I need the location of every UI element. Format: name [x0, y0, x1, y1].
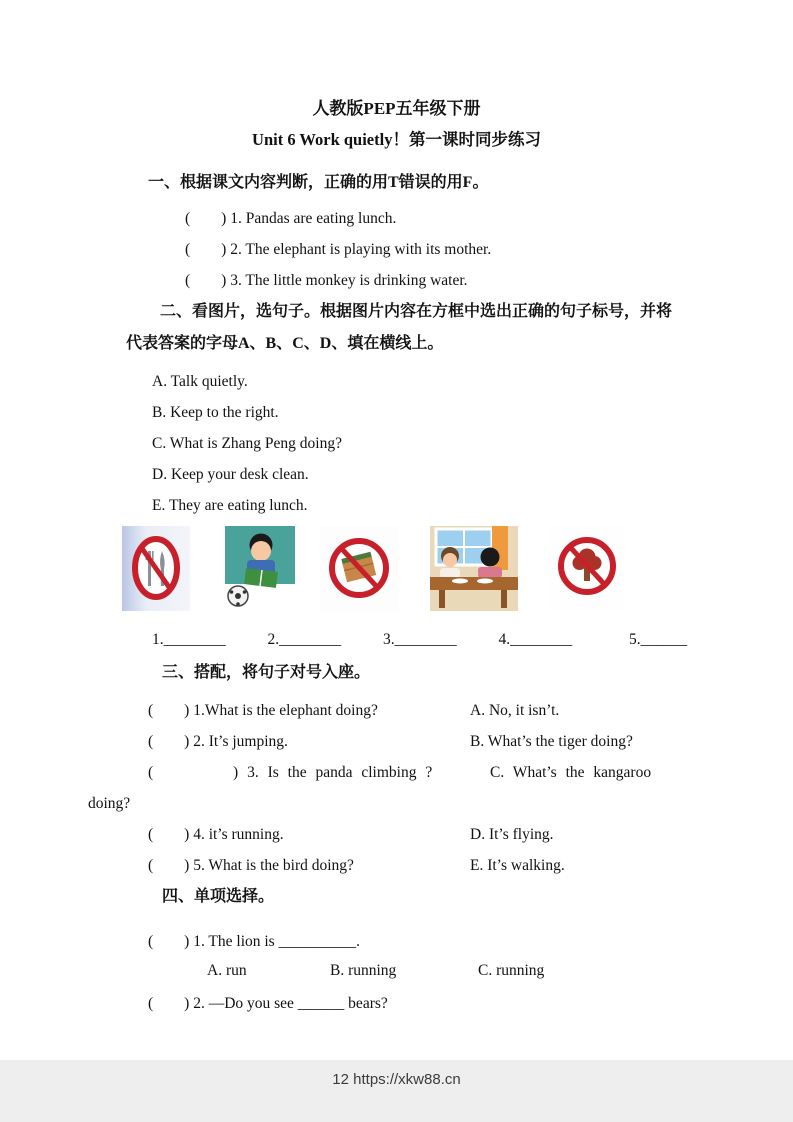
section2-option-e: E. They are eating lunch.	[152, 497, 308, 514]
blank-3: 3.________	[383, 631, 457, 648]
section1-heading: 一、根据课文内容判断，正确的用T错误的用F。	[148, 174, 489, 191]
pictures-row	[122, 526, 705, 611]
match-row-1	[88, 700, 705, 721]
section2-option-b: B. Keep to the right.	[152, 404, 279, 421]
section2-option-a: A. Talk quietly.	[152, 373, 248, 390]
match-right-c: C. What’s the kangaroo	[490, 764, 652, 781]
section4-question-1: ( ) 1. The lion is __________.	[148, 933, 360, 950]
blank-2: 2.________	[267, 631, 342, 648]
blank-1: 1.________	[152, 631, 226, 648]
match-left-2: ( ) 2. It’s jumping.	[148, 733, 288, 750]
match-left-5: ( ) 5. What is the bird doing?	[148, 857, 354, 874]
picture-children-eating-at-table	[430, 526, 518, 611]
picture-answer-blanks	[152, 629, 705, 650]
section3-heading: 三、搭配，将句子对号入座。	[162, 664, 371, 681]
picture-no-picking-plants-sign	[550, 526, 625, 611]
section1-item-2: ( ) 2. The elephant is playing with its mother.	[185, 241, 492, 258]
match-row-4	[88, 824, 705, 845]
match-right-d: D. It’s flying.	[470, 826, 554, 843]
section4-question-2: ( ) 2. —Do you see ______ bears?	[148, 995, 388, 1012]
section2-option-c: C. What is Zhang Peng doing?	[152, 435, 342, 452]
section4-heading: 四、单项选择。	[162, 888, 275, 905]
footer-text: 12 https://xkw88.cn	[332, 1071, 461, 1088]
section4-q1-options	[88, 962, 705, 983]
picture-no-utensils-sign	[122, 526, 190, 611]
section2-option-d: D. Keep your desk clean.	[152, 466, 309, 483]
q1-option-b: B. running	[330, 962, 397, 979]
match-row-2	[88, 731, 705, 752]
q1-option-a: A. run	[207, 962, 247, 979]
section2-heading-line2: 代表答案的字母A、B、C、D、填在横线上。	[126, 335, 444, 352]
picture-boy-reading-book	[225, 526, 295, 611]
match-row-3-wrap: doing?	[88, 795, 131, 812]
doc-subtitle: Unit 6 Work quietly！第一课时同步练习	[252, 130, 541, 149]
q1-option-c: C. running	[478, 962, 545, 979]
picture-no-littering-book-sign	[320, 526, 398, 611]
blank-4: 4.________	[498, 631, 573, 648]
section1-item-3: ( ) 3. The little monkey is drinking water.	[185, 272, 468, 289]
match-left-1: ( ) 1.What is the elephant doing?	[148, 702, 378, 719]
blank-5: 5.______	[629, 631, 688, 648]
match-row-3	[88, 762, 705, 783]
match-right-e: E. It’s walking.	[470, 857, 565, 874]
section1-item-1: ( ) 1. Pandas are eating lunch.	[185, 210, 397, 227]
section2-heading-line1: 二、看图片，选句子。根据图片内容在方框中选出正确的句子标号，并将	[160, 303, 673, 320]
match-right-b: B. What’s the tiger doing?	[470, 733, 633, 750]
match-left-3: ( ) 3. Is the panda climbing ?	[148, 764, 433, 781]
match-right-a: A. No, it isn’t.	[470, 702, 560, 719]
doc-title: 人教版PEP五年级下册	[312, 99, 481, 118]
match-left-4: ( ) 4. it’s running.	[148, 826, 284, 843]
page-footer	[0, 1060, 793, 1122]
match-row-5	[88, 855, 705, 876]
